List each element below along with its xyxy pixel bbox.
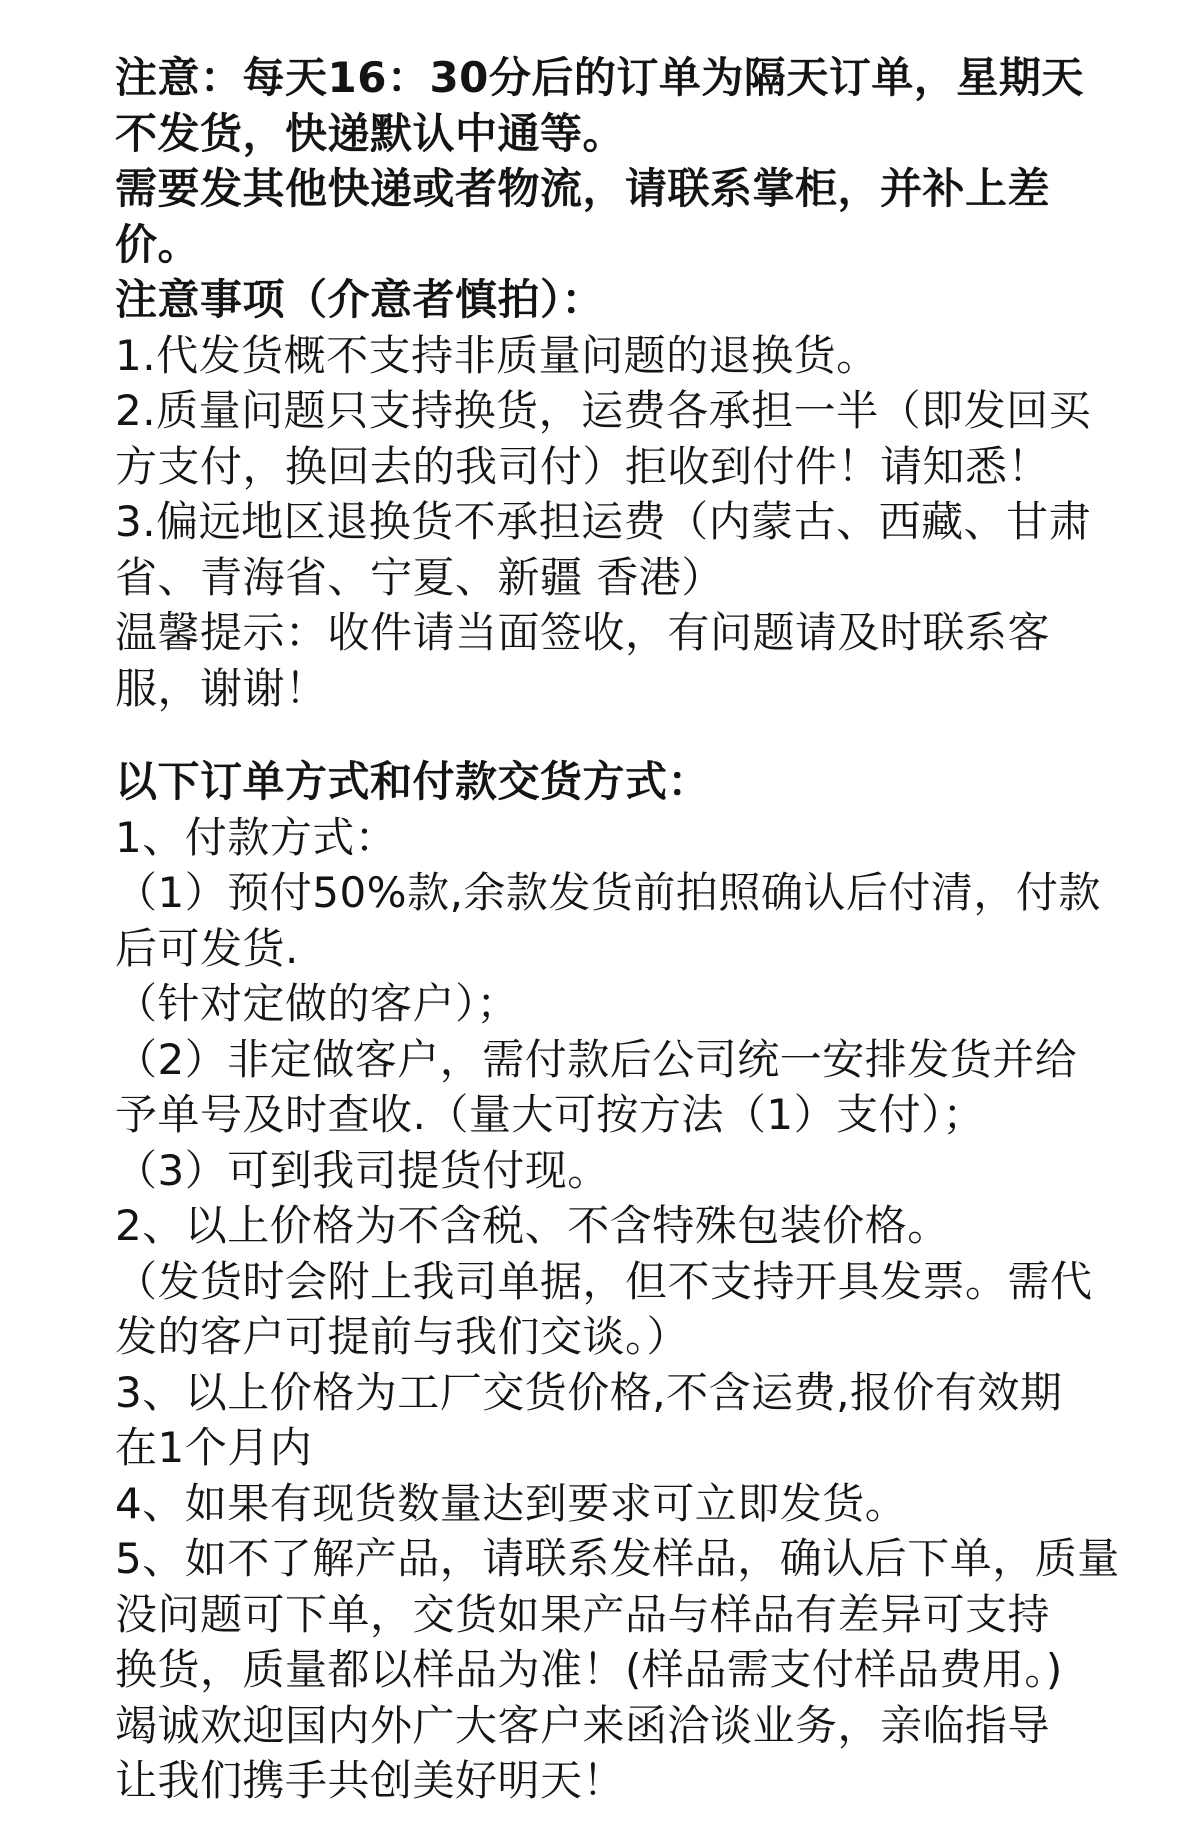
shipping-notice-section <box>115 50 1125 716</box>
notice-line: 省、青海省、宁夏、新疆 香港） <box>115 552 724 602</box>
payment-line: 5、如不了解产品，请联系发样品，确认后下单，质量 <box>115 1534 1120 1583</box>
notice-line: 温馨提示：收件请当面签收，有问题请及时联系客 <box>115 608 1051 657</box>
payment-line: 2、以上价格为不含税、不含特殊包装价格。 <box>115 1201 950 1250</box>
notice-line: 2.质量问题只支持换货，运费各承担一半（即发回买 <box>115 386 1092 435</box>
payment-line: 竭诚欢迎国内外广大客户来函洽谈业务，亲临指导 <box>115 1700 1051 1750</box>
notice-heading: 注意事项（介意者慎拍）： <box>115 275 605 324</box>
payment-line: （3）可到我司提货付现。 <box>115 1145 610 1195</box>
notice-line: 不发货，快递默认中通等。 <box>115 108 626 158</box>
payment-line: 1、付款方式： <box>115 812 398 862</box>
payment-line: 在1个月内 <box>115 1423 313 1472</box>
payment-line: 予单号及时查收.（量大可按方法（1）支付）； <box>115 1090 986 1139</box>
payment-line: （2）非定做客户，需付款后公司统一安排发货并给 <box>115 1034 1078 1084</box>
payment-line: 没问题可下单，交货如果产品与样品有差异可支持 <box>115 1589 1051 1639</box>
notice-line: 服，谢谢！ <box>115 663 328 713</box>
payment-line: 4、如果有现货数量达到要求可立即发货。 <box>115 1478 908 1528</box>
section-spacer <box>115 716 1125 754</box>
payment-heading: 以下订单方式和付款交货方式： <box>115 757 711 806</box>
payment-line: 后可发货. <box>115 923 299 973</box>
payment-line: 发的客户可提前与我们交谈。） <box>115 1312 690 1361</box>
notice-line: 注意：每天16：30分后的订单为隔天订单，星期天 <box>115 53 1084 102</box>
notice-text-block <box>115 50 1125 1809</box>
notice-line: 1.代发货概不支持非质量问题的退换货。 <box>115 330 879 380</box>
notice-line: 价。 <box>115 219 201 269</box>
payment-line: （发货时会附上我司单据，但不支持开具发票。需代 <box>115 1256 1093 1306</box>
payment-line: （针对定做的客户）； <box>115 979 520 1028</box>
notice-line: 3.偏远地区退换货不承担运费（内蒙古、西藏、甘肃 <box>115 497 1092 546</box>
payment-line: 换货，质量都以样品为准！(样品需支付样品费用。) <box>115 1645 1063 1694</box>
payment-terms-section <box>115 754 1125 1809</box>
payment-line: （1）预付50%款,余款发货前拍照确认后付清，付款 <box>115 868 1101 917</box>
notice-line: 需要发其他快递或者物流，请联系掌柜，并补上差 <box>115 164 1051 213</box>
notice-line: 方支付，换回去的我司付）拒收到付件！请知悉！ <box>115 441 1051 491</box>
payment-line: 3、以上价格为工厂交货价格,不含运费,报价有效期 <box>115 1367 1063 1417</box>
payment-line: 让我们携手共创美好明天！ <box>115 1756 626 1805</box>
